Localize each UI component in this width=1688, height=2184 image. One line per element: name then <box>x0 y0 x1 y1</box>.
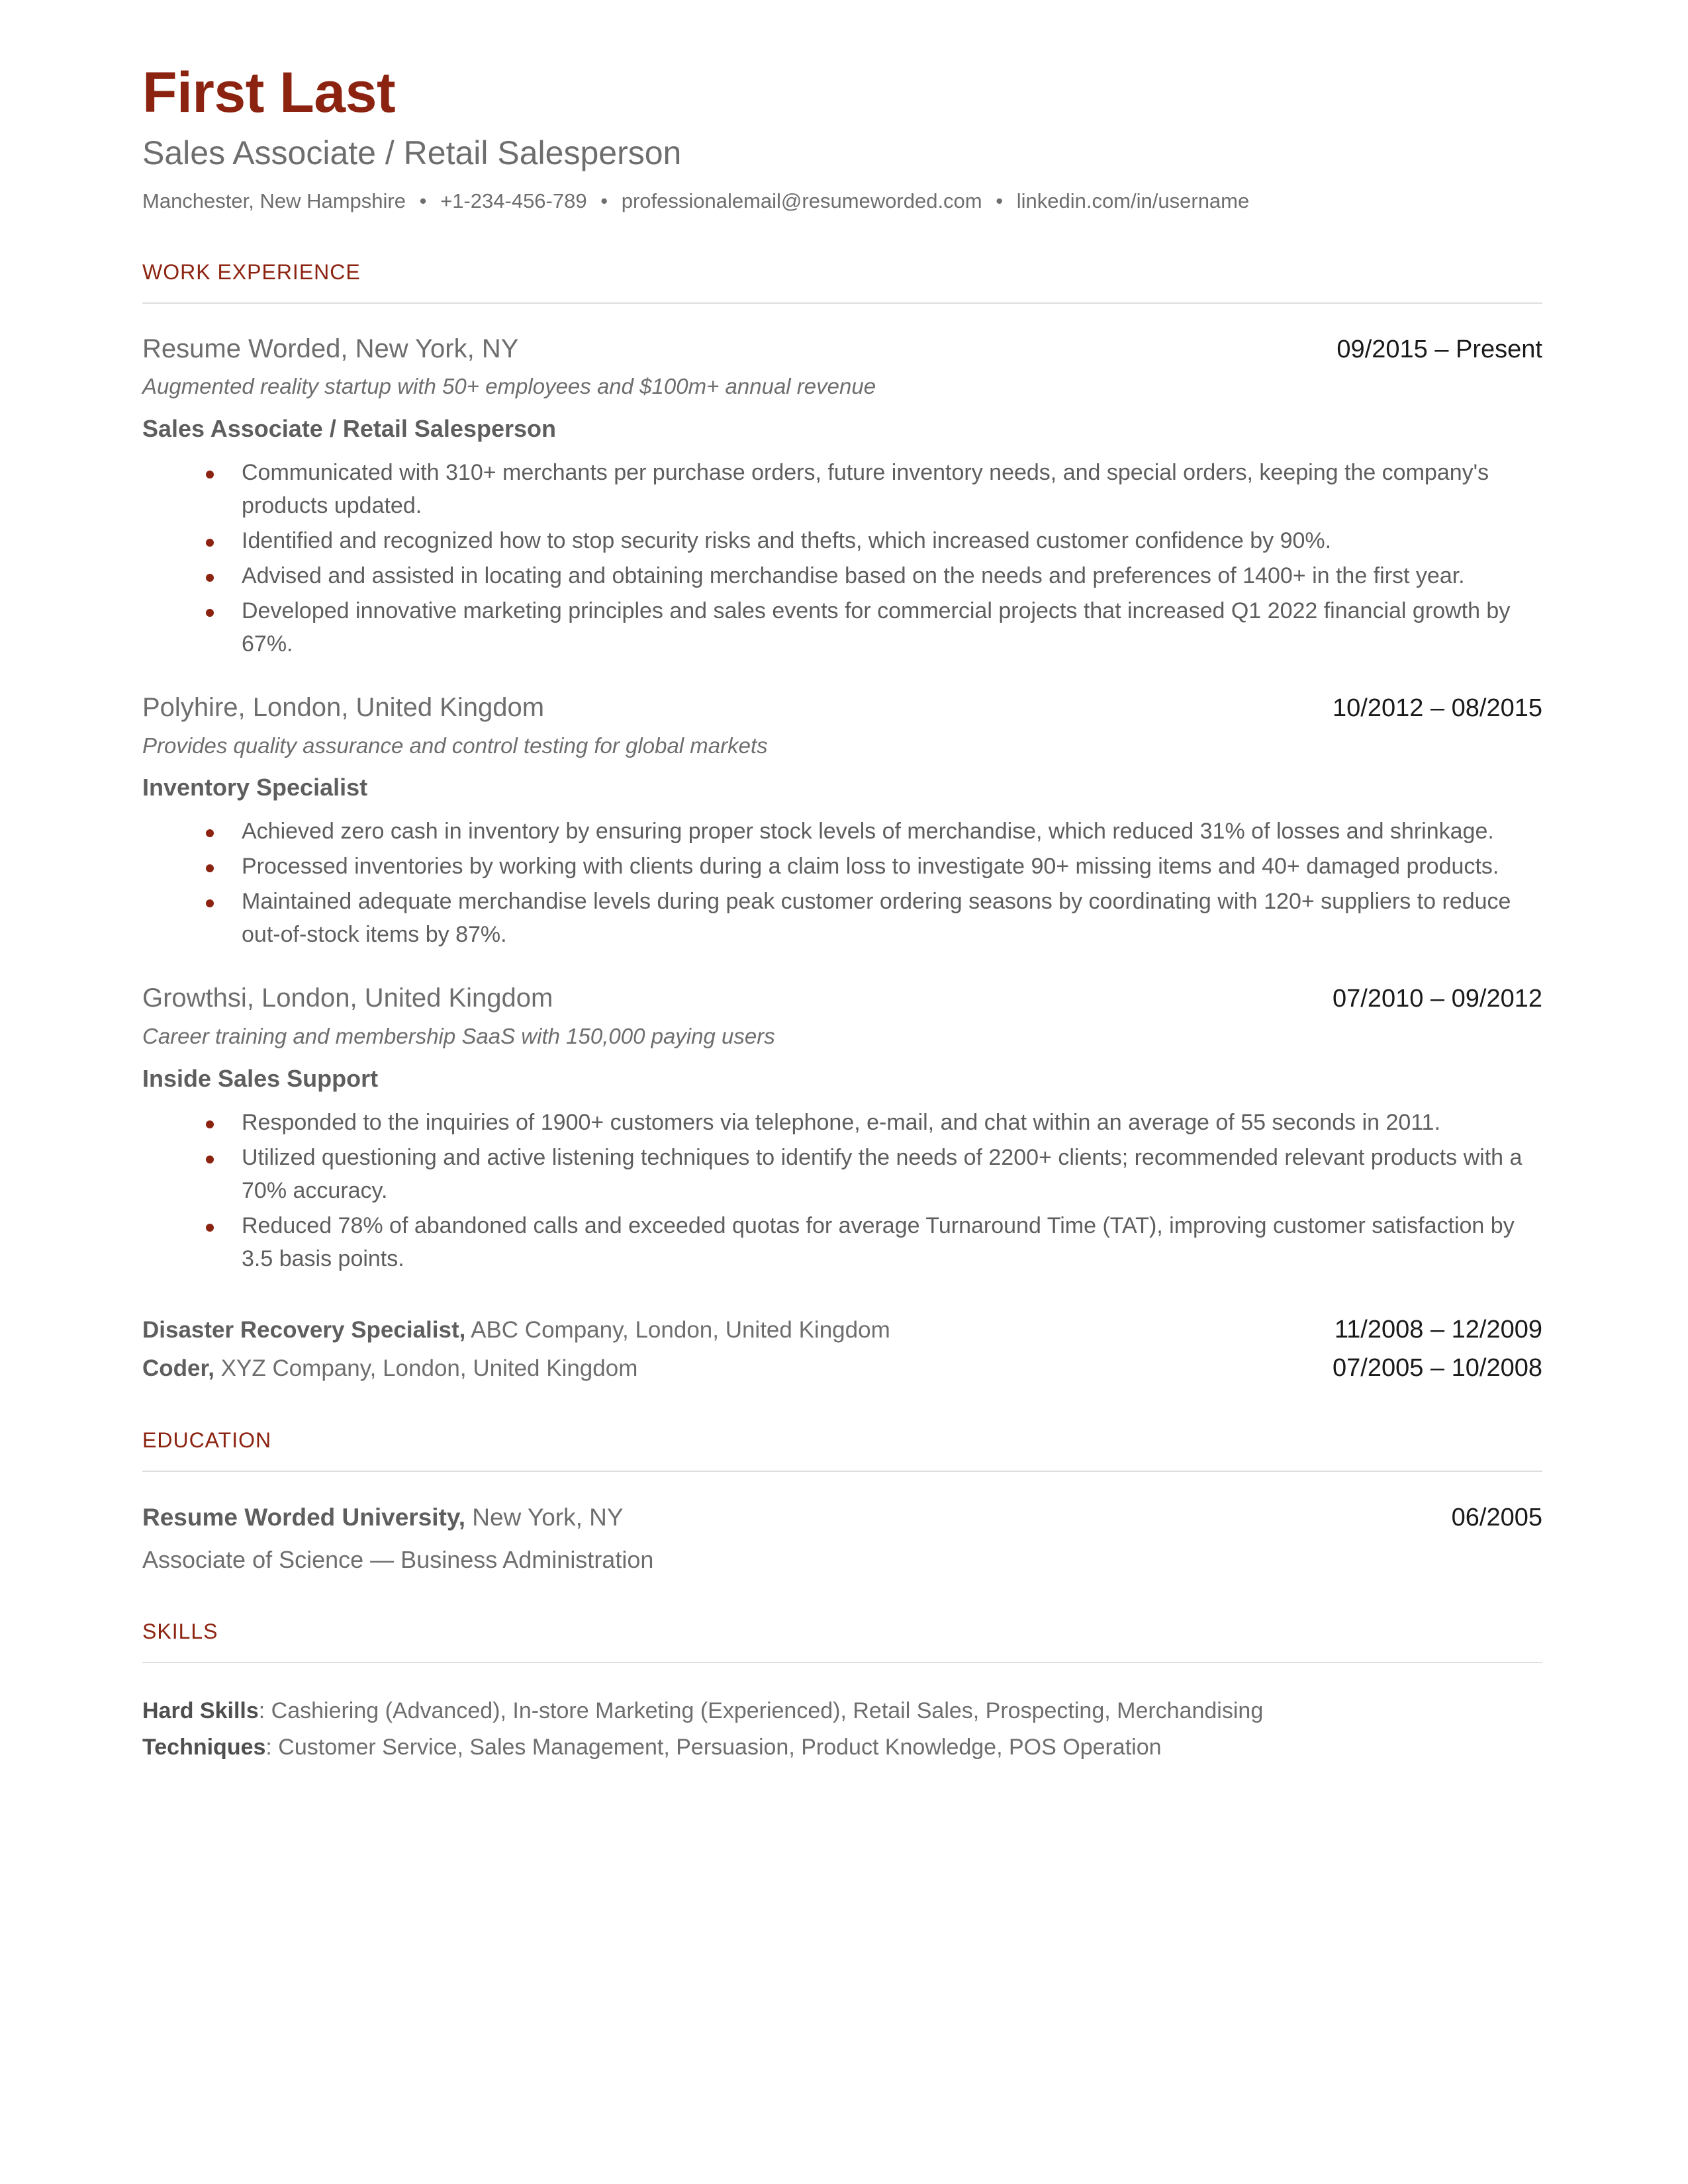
additional-role-row <box>142 1314 1542 1346</box>
additional-role-label <box>142 1353 637 1384</box>
education-date: 06/2005 <box>1451 1504 1542 1532</box>
job-bullet-text: Communicated with 310+ merchants per purchase orders, future inventory needs, and special orders, keeping the company's products updated. <box>242 460 1489 519</box>
job-dates: 09/2015 – Present <box>1336 335 1542 363</box>
additional-role-detail: XYZ Company, London, United Kingdom <box>214 1355 638 1382</box>
additional-role-title: Disaster Recovery Specialist, <box>142 1316 466 1343</box>
bullet-dot-icon <box>206 574 214 582</box>
section-heading-skills: SKILLS <box>142 1619 218 1643</box>
bullet-dot-icon <box>206 539 214 547</box>
job-bullet-text: Responded to the inquiries of 1900+ customers via telephone, e-mail, and chat within an average of 55 seconds in 2011. <box>242 1109 1441 1135</box>
job-dates: 07/2010 – 09/2012 <box>1333 985 1542 1013</box>
section-divider-education <box>142 1471 1542 1472</box>
skill-category-value: : Customer Service, Sales Management, Persuasion, Product Knowledge, POS Operation <box>265 1735 1162 1760</box>
job-bullet-list <box>142 457 1542 661</box>
section-work-experience <box>142 260 1542 1385</box>
section-skills <box>142 1619 1542 1764</box>
job-company: Growthsi, London, United Kingdom <box>142 983 553 1013</box>
education-entry <box>142 1502 1542 1575</box>
contact-linkedin[interactable]: linkedin.com/in/username <box>1016 189 1250 212</box>
job-bullet-text: Maintained adequate merchandise levels during peak customer ordering seasons by coordinating with 120+ suppliers to reduce out-of-stock items by 87%. <box>242 889 1511 948</box>
job-bullet-text: Utilized questioning and active listening techniques to identify the needs of 2200+ clients; recommended relevant products with a 70% accuracy. <box>242 1144 1523 1203</box>
resume-sheet <box>142 63 1542 1764</box>
job-bullet <box>142 457 1542 523</box>
bullet-dot-icon <box>206 1224 214 1232</box>
job-bullet <box>142 815 1542 848</box>
job-bullet-text: Processed inventories by working with clients during a claim loss to investigate 90+ missing items and 40+ damaged products. <box>242 854 1499 880</box>
job-bullet-text: Identified and recognized how to stop security risks and thefts, which increased customer confidence by 90%. <box>242 528 1332 554</box>
candidate-headline: Sales Associate / Retail Salesperson <box>142 134 682 172</box>
bullet-dot-icon <box>206 864 214 872</box>
candidate-name: First Last <box>142 61 396 124</box>
skill-category-value: : Cashiering (Advanced), In-store Marketing (Experienced), Retail Sales, Prospecting, Merchandising <box>258 1698 1264 1723</box>
bullet-dot-icon <box>206 609 214 617</box>
job-company-description: Career training and membership SaaS with 150,000 paying users <box>142 1023 775 1048</box>
contact-phone[interactable]: +1-234-456-789 <box>440 189 587 212</box>
skill-row <box>142 1695 1542 1727</box>
additional-role-dates: 11/2008 – 12/2009 <box>1334 1315 1542 1343</box>
job-bullet <box>142 1142 1542 1208</box>
job-header-row <box>142 692 1542 724</box>
education-header-row <box>142 1502 1542 1534</box>
job-company-description: Provides quality assurance and control testing for global markets <box>142 733 768 758</box>
section-divider-skills <box>142 1662 1542 1663</box>
contact-separator-1: • <box>419 189 427 212</box>
skill-category-label: Techniques <box>142 1735 266 1760</box>
job-bullet <box>142 595 1542 661</box>
job-bullet <box>142 1107 1542 1140</box>
job-bullet <box>142 850 1542 884</box>
contact-line <box>142 187 1542 215</box>
job-title: Inventory Specialist <box>142 774 368 801</box>
bullet-dot-icon <box>206 471 214 478</box>
bullet-dot-icon <box>206 829 214 837</box>
contact-location: Manchester, New Hampshire <box>142 189 406 212</box>
additional-role-title: Coder, <box>142 1355 214 1382</box>
education-school-line <box>142 1502 624 1533</box>
job-bullet <box>142 886 1542 952</box>
education-school-name: Resume Worded University, <box>142 1504 465 1531</box>
bullet-dot-icon <box>206 1120 214 1128</box>
additional-roles-list <box>142 1314 1542 1385</box>
job-entry <box>142 982 1542 1275</box>
job-bullet-list <box>142 815 1542 952</box>
section-heading-work: WORK EXPERIENCE <box>142 259 361 284</box>
job-bullet-text: Reduced 78% of abandoned calls and exceeded quotas for average Turnaround Time (TAT), improving customer satisfaction by 3.5 basis points. <box>242 1212 1515 1271</box>
contact-separator-3: • <box>996 189 1004 212</box>
section-heading-education: EDUCATION <box>142 1428 272 1453</box>
job-title: Inside Sales Support <box>142 1064 379 1092</box>
job-bullet <box>142 1210 1542 1276</box>
job-title: Sales Associate / Retail Salesperson <box>142 415 556 443</box>
job-entry <box>142 333 1542 661</box>
job-dates: 10/2012 – 08/2015 <box>1333 694 1542 722</box>
job-bullet-text: Developed innovative marketing principles and sales events for commercial projects that increased Q1 2022 financial growth by 67%. <box>242 598 1511 657</box>
job-header-row <box>142 982 1542 1015</box>
job-bullet-list <box>142 1107 1542 1276</box>
additional-role-row <box>142 1352 1542 1385</box>
job-bullet-text: Achieved zero cash in inventory by ensuring proper stock levels of merchandise, which reduced 31% of losses and shrinkage. <box>242 819 1494 844</box>
job-header-row <box>142 333 1542 365</box>
skills-body <box>142 1695 1542 1764</box>
additional-role-detail: ABC Company, London, United Kingdom <box>465 1316 890 1343</box>
job-bullet-text: Advised and assisted in locating and obtaining merchandise based on the needs and preferences of 1400+ in the first year. <box>242 563 1465 589</box>
bullet-dot-icon <box>206 1156 214 1163</box>
education-degree: Associate of Science — Business Administration <box>142 1545 654 1573</box>
section-education <box>142 1428 1542 1575</box>
resume-header <box>142 63 1542 215</box>
job-company: Polyhire, London, United Kingdom <box>142 692 545 722</box>
education-school-location: New York, NY <box>465 1504 624 1531</box>
job-company-description: Augmented reality startup with 50+ employees and $100m+ annual revenue <box>142 374 876 399</box>
contact-email[interactable]: professionalemail@resumeworded.com <box>621 189 982 212</box>
job-bullet <box>142 560 1542 593</box>
contact-separator-2: • <box>600 189 608 212</box>
section-divider-work <box>142 302 1542 304</box>
skill-row <box>142 1731 1542 1764</box>
additional-role-dates: 07/2005 – 10/2008 <box>1333 1354 1542 1383</box>
additional-role-label <box>142 1315 890 1345</box>
bullet-dot-icon <box>206 899 214 907</box>
job-bullet <box>142 525 1542 558</box>
job-company: Resume Worded, New York, NY <box>142 334 519 363</box>
skill-category-label: Hard Skills <box>142 1698 259 1723</box>
job-entry <box>142 692 1542 952</box>
